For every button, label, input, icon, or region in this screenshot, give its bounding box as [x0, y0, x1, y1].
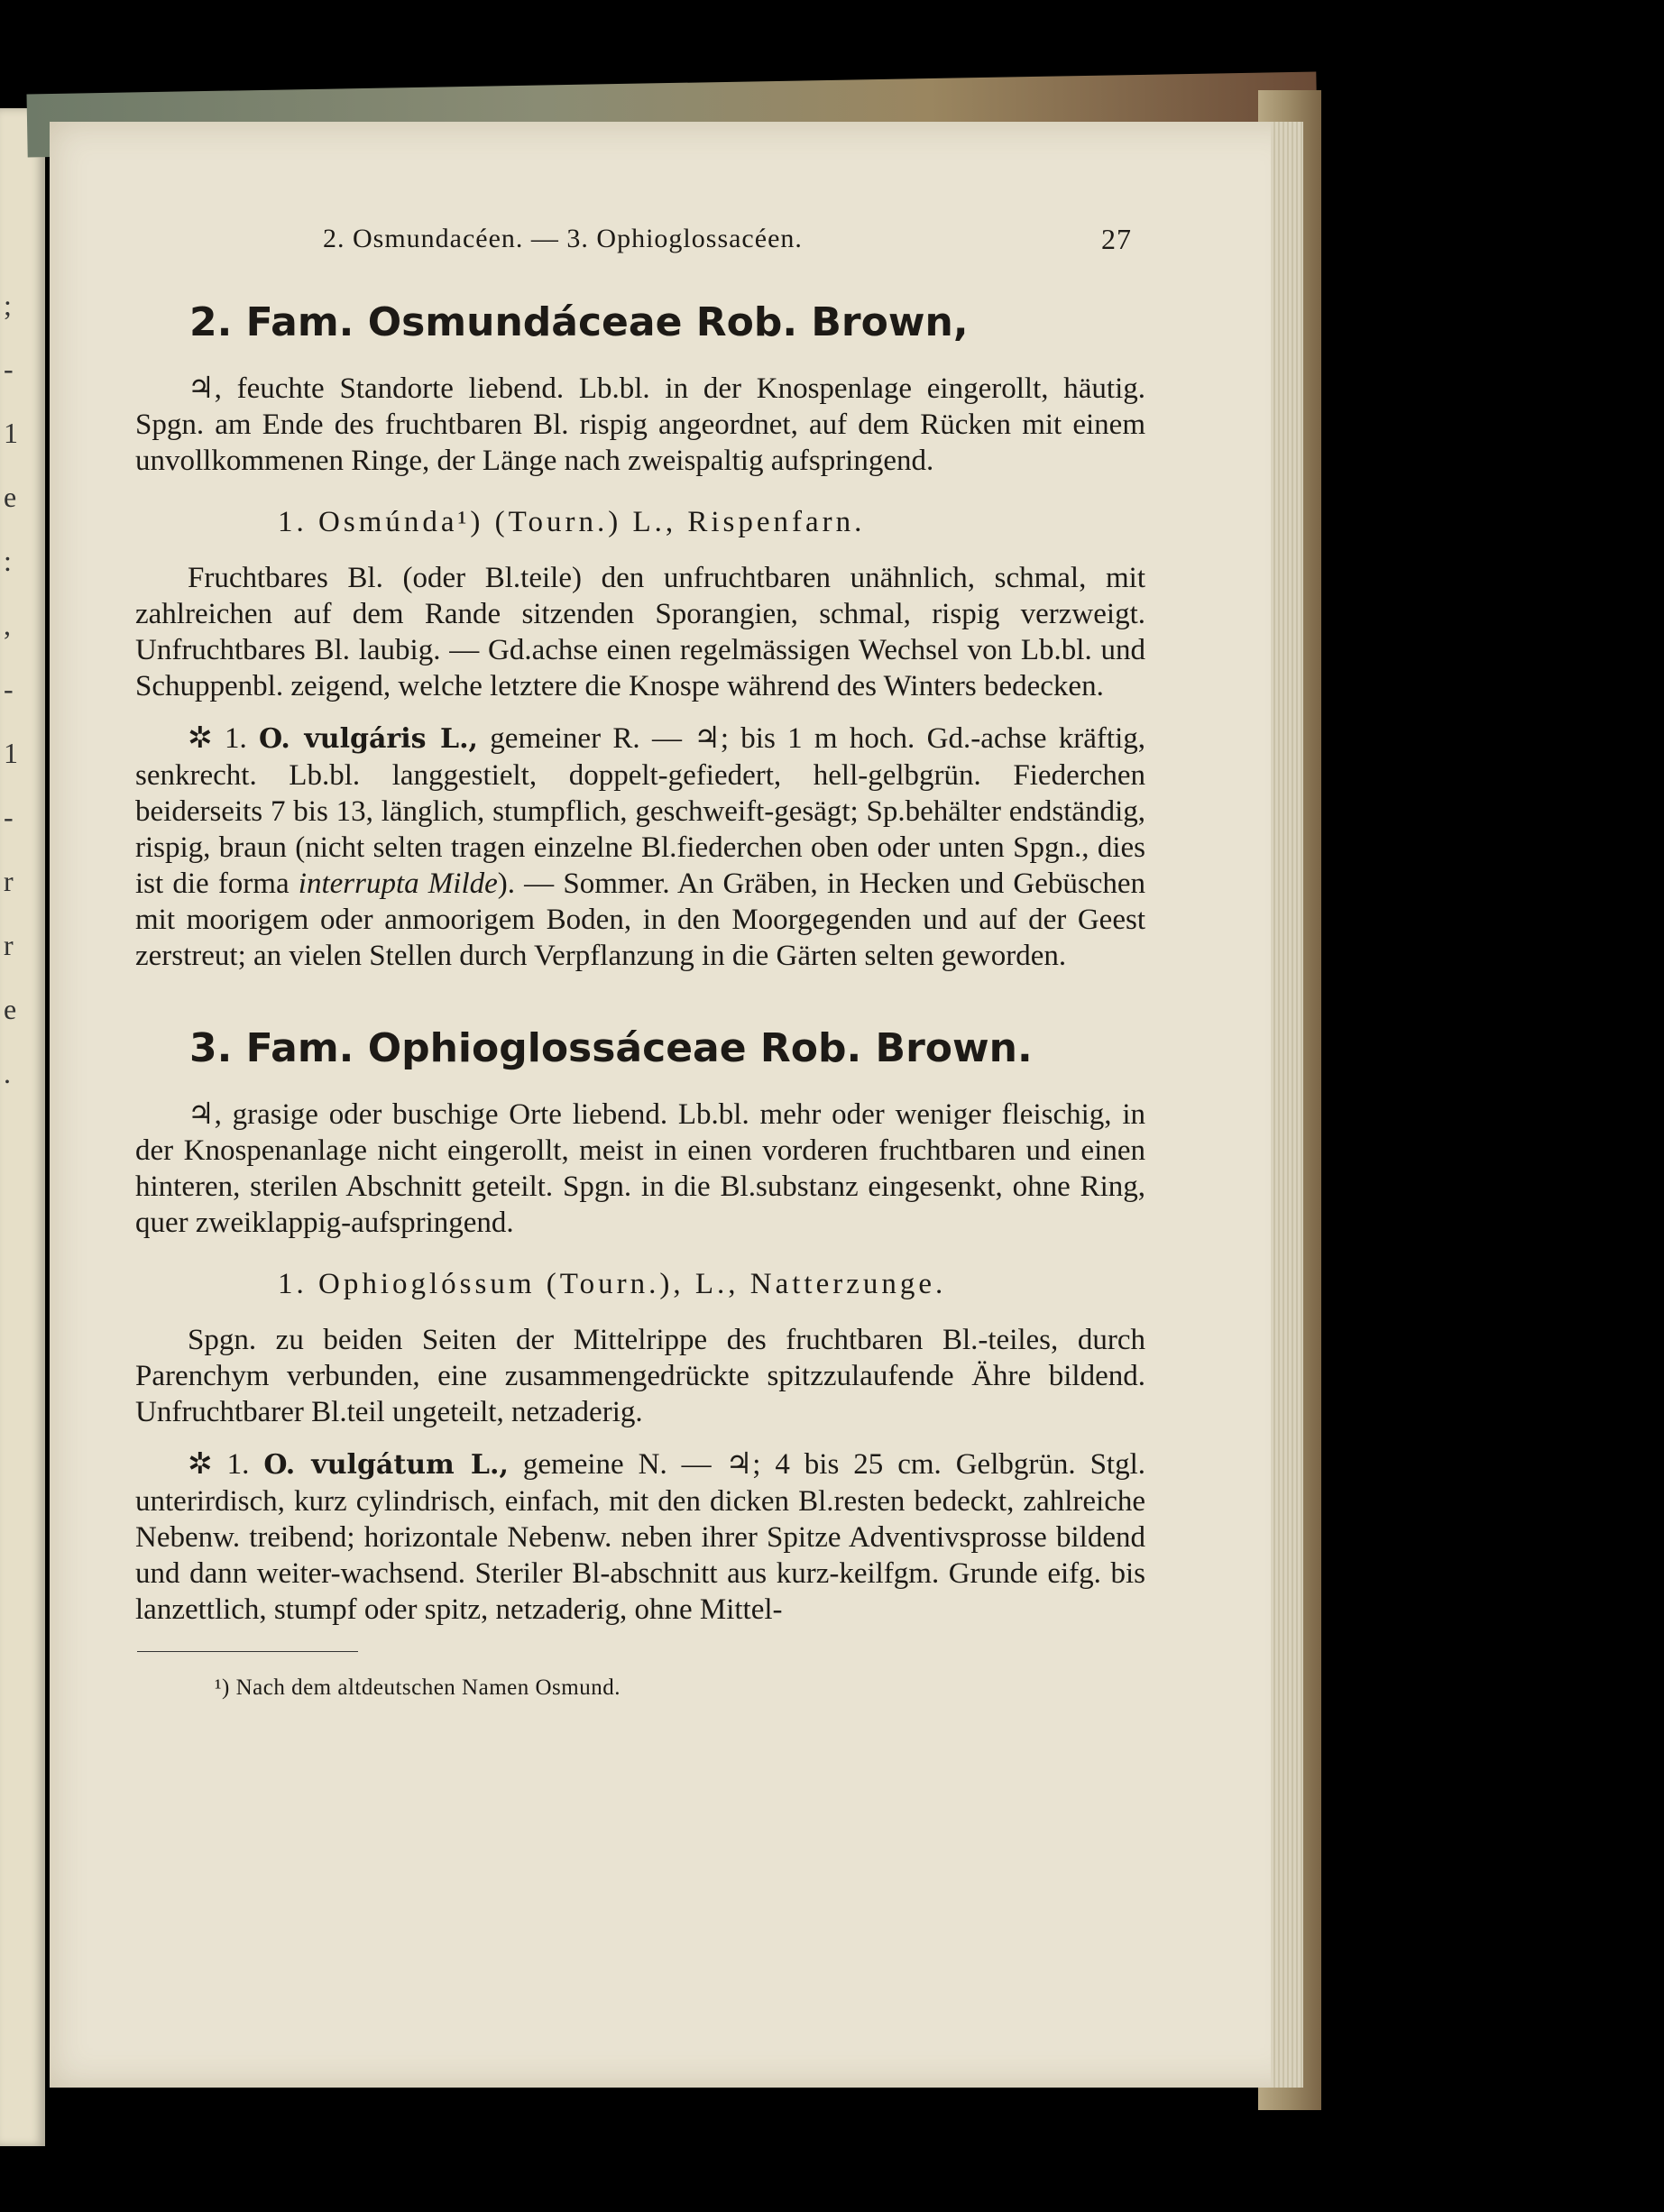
family-heading-ophioglossaceae: 3. Fam. Ophioglossáceae Rob. Brown.: [189, 1025, 1033, 1071]
margin-mark: -: [4, 353, 14, 385]
page-edges: [1271, 122, 1303, 2088]
margin-mark: ;: [4, 289, 12, 321]
margin-mark: ,: [4, 609, 11, 641]
page-content: [135, 221, 1145, 1706]
species-text-continued: ). — Sommer. An Gräben, in Hecken und Gebüschen mit moorigem oder anmoorigem Boden, in den Moorgegenden und auf der Geest zerstreut; an vielen Stellen durch Verpflanzung in die Gärten selten geworden.: [135, 867, 1146, 972]
species-text: gemeiner R. — ♃; bis 1 m hoch. Gd.-achse kräftig, senkrecht. Lb.bl. langgestielt, doppelt-gefiedert, hell-gelbgrün. Fiederchen beiderseits 7 bis 13, länglich, stumpflich, geschweift-gesägt; Sp.behälter endständig, rispig, braun (nicht selten tragen einzelne Bl.fiederchen oben oder unten Spgn., dies ist die forma: [135, 722, 1145, 900]
page-number: 27: [1101, 223, 1132, 255]
margin-mark: .: [4, 1057, 11, 1089]
genus-heading-ophioglossum: 1. Ophioglóssum (Tourn.), L., Natterzunge.: [278, 1268, 947, 1300]
running-head-text: 2. Osmundacéen. — 3. Ophioglossacéen.: [323, 224, 803, 253]
species-name: O. vulgáris L.,: [259, 723, 478, 755]
margin-mark: 1: [4, 417, 18, 449]
margin-mark: -: [4, 673, 14, 705]
margin-mark: r: [4, 929, 14, 961]
margin-mark: e: [4, 993, 17, 1025]
left-page-margin-marks: [4, 289, 31, 1090]
species-marker: ✲ 1.: [188, 1448, 250, 1481]
left-page-edge: [0, 108, 45, 2146]
family-description-ophioglossaceae: ♃, grasige oder buschige Orte liebend. Lb.bl. mehr oder weniger fleischig, in der Knospenanlage nicht eingerollt, meist in einen vorderen fruchtbaren und einen hinteren, sterilen Abschnitt geteilt. Spgn. in die Bl.substanz eingesenkt, ohne Ring, quer zweiklappig-aufspringend.: [135, 1098, 1145, 1239]
margin-mark: e: [4, 481, 17, 513]
footnote-rule: [137, 1651, 358, 1652]
genus-description-ophioglossum: Spgn. zu beiden Seiten der Mittelrippe des fruchtbaren Bl.-teiles, durch Parenchym verbunden, eine zusammengedrückte spitzzulaufende Ähre bildend. Unfruchtbarer Bl.teil ungeteilt, netzaderig.: [135, 1324, 1145, 1428]
margin-mark: :: [4, 545, 12, 577]
running-head: [135, 221, 1145, 261]
margin-mark: r: [4, 865, 14, 897]
margin-mark: 1: [4, 737, 18, 769]
genus-heading-osmunda: 1. Osmúnda¹) (Tourn.) L., Rispenfarn.: [278, 506, 866, 538]
species-entry-ophioglossum-vulgatum: [135, 1446, 1145, 1628]
book-page: [50, 122, 1303, 2088]
genus-description-osmunda: Fruchtbares Bl. (oder Bl.teile) den unfruchtbaren unähnlich, schmal, mit zahlreichen auf dem Rande sitzenden Sporangien, schmal, rispig verzweigt. Unfruchtbares Bl. laubig. — Gd.achse einen regelmässigen Wechsel von Lb.bl. und Schuppenbl. zeigend, welche letztere die Knospe während des Winters bedecken.: [135, 562, 1145, 702]
species-entry-osmunda-vulgaris: [135, 721, 1145, 974]
species-marker: ✲ 1.: [188, 722, 247, 755]
family-description-osmundaceae: ♃, feuchte Standorte liebend. Lb.bl. in der Knospenlage eingerollt, häutig. Spgn. am Ende des fruchtbaren Bl. rispig angeordnet, auf dem Rücken mit einem unvollkommenen Ringe, der Länge nach zweispaltig aufspringend.: [135, 372, 1145, 477]
footnote: ¹) Nach dem altdeutschen Namen Osmund.: [215, 1675, 621, 1700]
margin-mark: -: [4, 801, 14, 833]
species-name: O. vulgátum L.,: [263, 1449, 509, 1481]
family-heading-osmundaceae: 2. Fam. Osmundáceae Rob. Brown,: [189, 299, 969, 345]
species-form-name: interrupta Milde: [298, 867, 498, 900]
species-text: gemeine N. — ♃; 4 bis 25 cm. Gelbgrün. Stgl. unterirdisch, kurz cylindrisch, einfach, mit den dicken Bl.resten bedeckt, zahlreiche Nebenw. treibend; horizontale Nebenw. neben ihrer Spitze Adventivsprosse bildend und dann weiter-wachsend. Steriler Bl-abschnitt aus kurz-keilfgm. Grunde eifg. bis lanzettlich, stumpf oder spitz, netzaderig, ohne Mittel-: [135, 1448, 1146, 1626]
